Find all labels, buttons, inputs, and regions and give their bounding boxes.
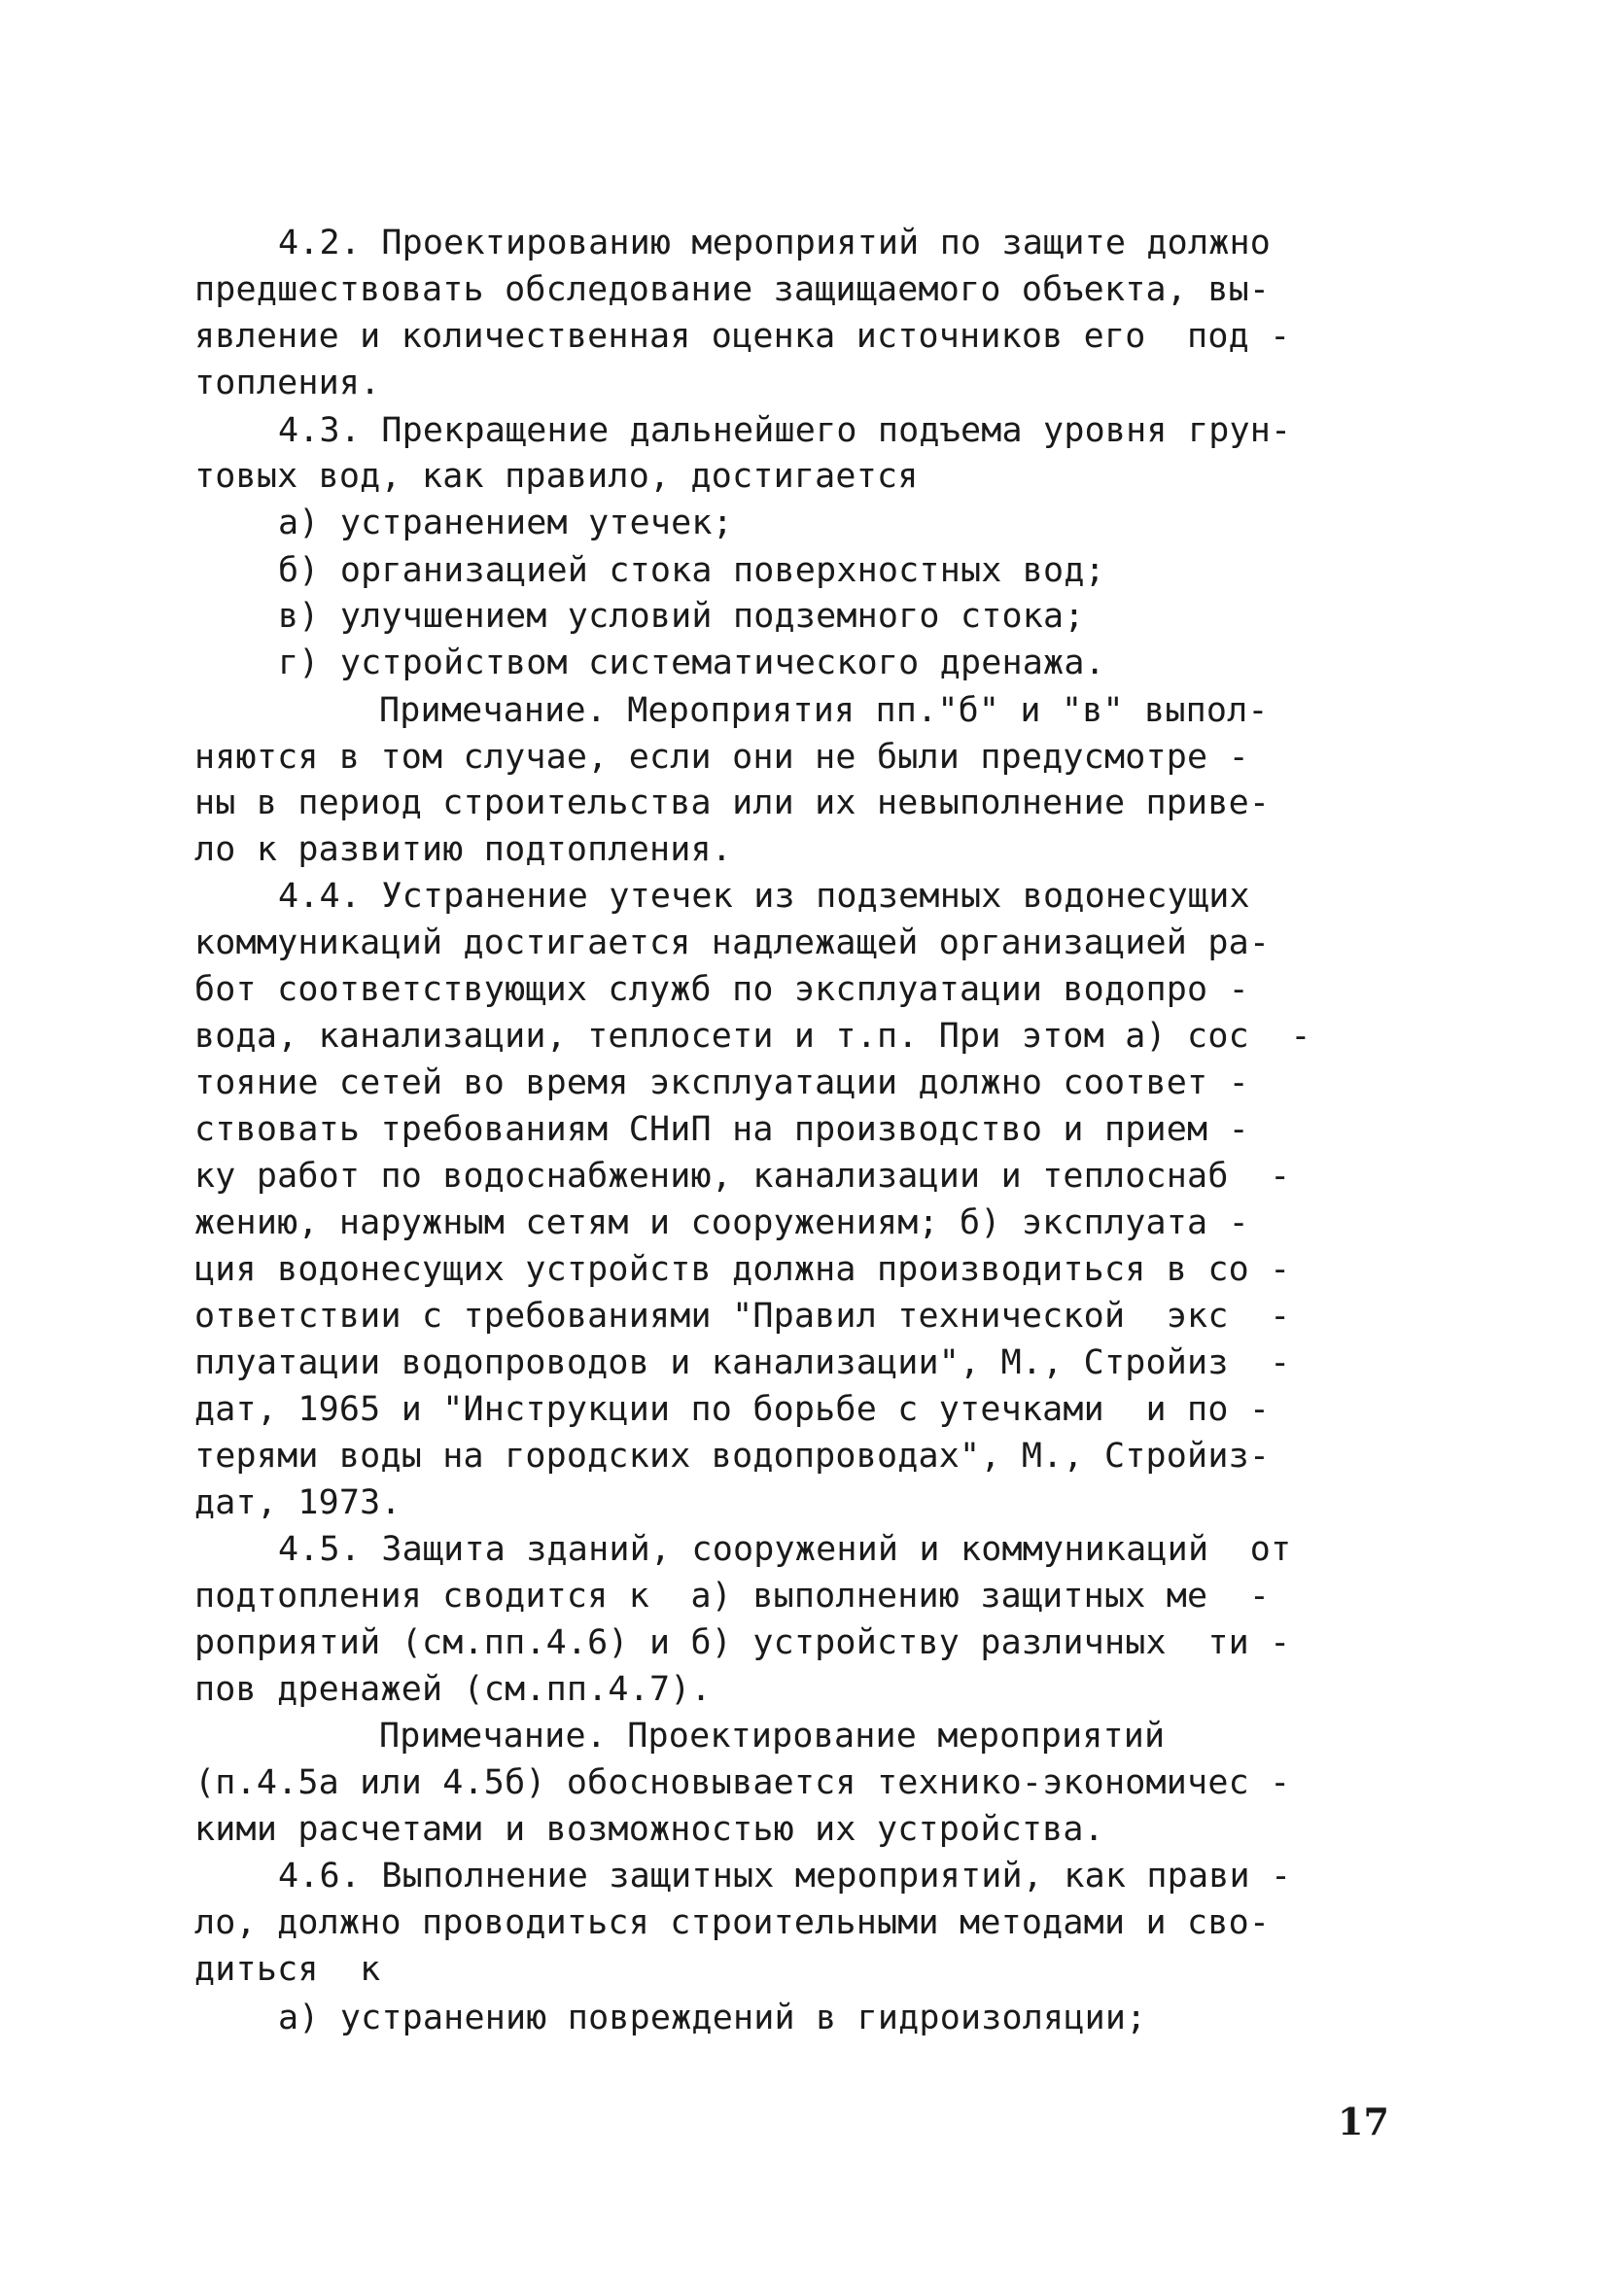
list-item: а) устранению повреждений в гидроизоляции; xyxy=(278,1999,1147,2037)
text-line: тояние сетей во время эксплуатации должно соответ - xyxy=(194,1063,1249,1102)
text-line: пов дренажей (см.пп.4.7). xyxy=(194,1670,712,1709)
note-line: Примечание. Мероприятия пп."б" и "в" выпол- xyxy=(379,691,1269,730)
text-line: ствовать требованиям СНиП на производство и прием - xyxy=(194,1110,1249,1149)
text-line: терями воды на городских водопроводах", М., Стройиз- xyxy=(194,1437,1271,1476)
text-line: дат, 1973. xyxy=(194,1483,402,1522)
text-line: 4.5. Защита зданий, сооружений и коммуникаций от xyxy=(278,1530,1292,1569)
text-line: 4.6. Выполнение защитных мероприятий, как прави - xyxy=(278,1857,1292,1896)
list-item: а) устранением утечек; xyxy=(278,504,733,542)
text-line: предшествовать обследование защищаемого объекта, вы- xyxy=(194,270,1271,309)
text-line: топления. xyxy=(194,364,381,402)
text-line: бот соответствующих служб по эксплуатации водопро - xyxy=(194,970,1249,1009)
text-line: ку работ по водоснабжению, канализации и теплоснаб - xyxy=(194,1157,1291,1196)
text-line: роприятий (см.пп.4.6) и б) устройству различных ти - xyxy=(194,1623,1291,1662)
text-line: коммуникаций достигается надлежащей организацией ра- xyxy=(194,923,1271,962)
text-line: вода, канализации, теплосети и т.п. При этом а) сос - xyxy=(194,1017,1311,1056)
text-line: плуатации водопроводов и канализации", М., Стройиз - xyxy=(194,1343,1291,1382)
note-line: ло к развитию подтопления. xyxy=(194,830,733,869)
list-item: в) улучшением условий подземного стока; xyxy=(278,597,1085,636)
note-line: Примечание. Проектирование мероприятий xyxy=(379,1717,1166,1756)
text-line: 4.4. Устранение утечек из подземных водонесущих xyxy=(278,877,1250,916)
note-line: няются в том случае, если они не были предусмотре - xyxy=(194,738,1249,777)
list-item: г) устройством систематического дренажа. xyxy=(278,644,1105,682)
text-line: ответствии с требованиями "Правил технической экс - xyxy=(194,1297,1291,1336)
text-line: диться к xyxy=(194,1950,381,1989)
text-line: ло, должно проводиться строительными методами и сво- xyxy=(194,1903,1271,1942)
text-line: подтопления сводится к а) выполнению защитных ме - xyxy=(194,1577,1271,1616)
page-number: 17 xyxy=(1338,2100,1389,2143)
text-line: товых вод, как правило, достигается xyxy=(194,457,919,496)
list-item: б) организацией стока поверхностных вод; xyxy=(278,551,1105,590)
note-line: ны в период строительства или их невыполнение приве- xyxy=(194,783,1271,822)
text-line: явление и количественная оценка источников его под - xyxy=(194,317,1291,356)
text-line: дат, 1965 и "Инструкции по борьбе с утечками и по - xyxy=(194,1390,1271,1429)
text-line: ция водонесущих устройств должна производиться в со - xyxy=(194,1250,1291,1289)
note-line: кими расчетами и возможностью их устройства. xyxy=(194,1810,1104,1849)
text-line: 4.2. Проектированию мероприятий по защите должно xyxy=(278,224,1272,262)
note-line: (п.4.5а или 4.5б) обосновывается технико-экономичес - xyxy=(194,1763,1291,1802)
text-line: 4.3. Прекращение дальнейшего подъема уровня грун- xyxy=(278,411,1292,450)
text-line: жению, наружным сетям и сооружениям; б) эксплуата - xyxy=(194,1203,1249,1242)
